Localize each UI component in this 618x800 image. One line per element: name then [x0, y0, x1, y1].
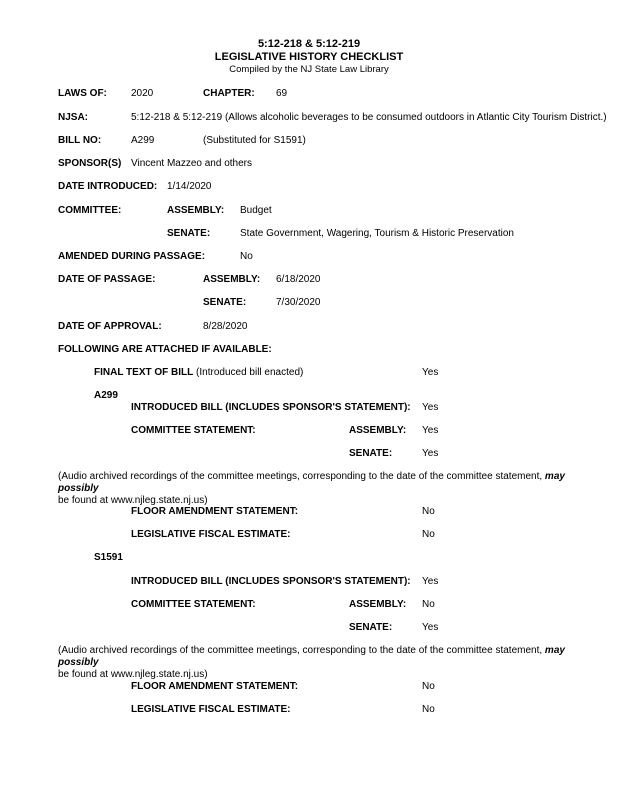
- s1591-senate-value: Yes: [422, 622, 439, 633]
- final-text-note: (Introduced bill enacted): [196, 367, 304, 378]
- a299-audio-note-text: (Audio archived recordings of the committee meetings, corresponding to the date of the committee statement,: [58, 471, 545, 482]
- s1591-assembly-value: No: [422, 599, 435, 610]
- chapter-value: 69: [276, 88, 288, 99]
- s1591-audio-note-link-text: be found at www.njleg.state.nj.us): [58, 669, 208, 680]
- s1591-fiscal-label: LEGISLATIVE FISCAL ESTIMATE:: [131, 704, 291, 715]
- passage-senate-label: SENATE:: [203, 297, 247, 308]
- s1591-heading: S1591: [94, 552, 123, 563]
- s1591-floor-label: FLOOR AMENDMENT STATEMENT:: [131, 681, 299, 692]
- s1591-audio-note-emphasis: may possibly: [58, 645, 565, 668]
- final-text-label: FINAL TEXT OF BILL: [94, 367, 194, 378]
- a299-audio-note-emphasis: may possibly: [58, 471, 565, 494]
- a299-fiscal-value: No: [422, 529, 435, 540]
- document-subtitle: LEGISLATIVE HISTORY CHECKLIST: [214, 51, 404, 63]
- a299-senate-label: SENATE:: [349, 448, 393, 459]
- final-text-value: Yes: [422, 367, 439, 378]
- s1591-fiscal-value: No: [422, 704, 435, 715]
- s1591-audio-note: [58, 645, 603, 681]
- passage-label: DATE OF PASSAGE:: [58, 274, 156, 285]
- attached-heading: FOLLOWING ARE ATTACHED IF AVAILABLE:: [58, 344, 272, 355]
- bill-no-label: BILL NO:: [58, 135, 102, 146]
- njsa-value: 5:12-218 & 5:12-219 (Allows alcoholic beverages to be consumed outdoors in Atlantic City Tourism District.): [131, 112, 607, 123]
- bill-no-note: (Substituted for S1591): [203, 135, 306, 146]
- sponsors-label: SPONSOR(S): [58, 158, 122, 169]
- a299-floor-value: No: [422, 506, 435, 517]
- amended-label: AMENDED DURING PASSAGE:: [58, 251, 206, 262]
- committee-senate-value: State Government, Wagering, Tourism & Historic Preservation: [240, 228, 514, 239]
- laws-of-value: 2020: [131, 88, 154, 99]
- njsa-label: NJSA:: [58, 112, 89, 123]
- a299-committee-label: COMMITTEE STATEMENT:: [131, 425, 256, 436]
- s1591-introduced-value: Yes: [422, 576, 439, 587]
- sponsors-value: Vincent Mazzeo and others: [131, 158, 253, 169]
- final-text-row: [94, 367, 303, 379]
- a299-introduced-value: Yes: [422, 402, 439, 413]
- document-title: 5:12-218 & 5:12-219: [257, 38, 361, 50]
- s1591-audio-note-text: (Audio archived recordings of the committee meetings, corresponding to the date of the committee statement,: [58, 645, 545, 656]
- s1591-committee-label: COMMITTEE STATEMENT:: [131, 599, 256, 610]
- a299-audio-note: [58, 471, 603, 507]
- s1591-introduced-label: INTRODUCED BILL (INCLUDES SPONSOR'S STATEMENT):: [131, 576, 411, 587]
- a299-introduced-label: INTRODUCED BILL (INCLUDES SPONSOR'S STATEMENT):: [131, 402, 411, 413]
- a299-floor-label: FLOOR AMENDMENT STATEMENT:: [131, 506, 299, 517]
- amended-value: No: [240, 251, 253, 262]
- passage-assembly-value: 6/18/2020: [276, 274, 321, 285]
- passage-assembly-label: ASSEMBLY:: [203, 274, 261, 285]
- committee-senate-label: SENATE:: [167, 228, 211, 239]
- committee-label: COMMITTEE:: [58, 205, 122, 216]
- approval-value: 8/28/2020: [203, 321, 248, 332]
- committee-assembly-value: Budget: [240, 205, 272, 216]
- passage-senate-value: 7/30/2020: [276, 297, 321, 308]
- bill-no-value: A299: [131, 135, 155, 146]
- a299-senate-value: Yes: [422, 448, 439, 459]
- compiled-by: Compiled by the NJ State Law Library: [229, 64, 389, 75]
- a299-audio-note-link-text: be found at www.njleg.state.nj.us): [58, 495, 208, 506]
- date-introduced-value: 1/14/2020: [167, 181, 212, 192]
- a299-fiscal-label: LEGISLATIVE FISCAL ESTIMATE:: [131, 529, 291, 540]
- approval-label: DATE OF APPROVAL:: [58, 321, 162, 332]
- a299-assembly-value: Yes: [422, 425, 439, 436]
- a299-heading: A299: [94, 390, 118, 401]
- a299-assembly-label: ASSEMBLY:: [349, 425, 407, 436]
- s1591-assembly-label: ASSEMBLY:: [349, 599, 407, 610]
- s1591-senate-label: SENATE:: [349, 622, 393, 633]
- s1591-floor-value: No: [422, 681, 435, 692]
- committee-assembly-label: ASSEMBLY:: [167, 205, 225, 216]
- laws-of-label: LAWS OF:: [58, 88, 107, 99]
- date-introduced-label: DATE INTRODUCED:: [58, 181, 158, 192]
- chapter-label: CHAPTER:: [203, 88, 255, 99]
